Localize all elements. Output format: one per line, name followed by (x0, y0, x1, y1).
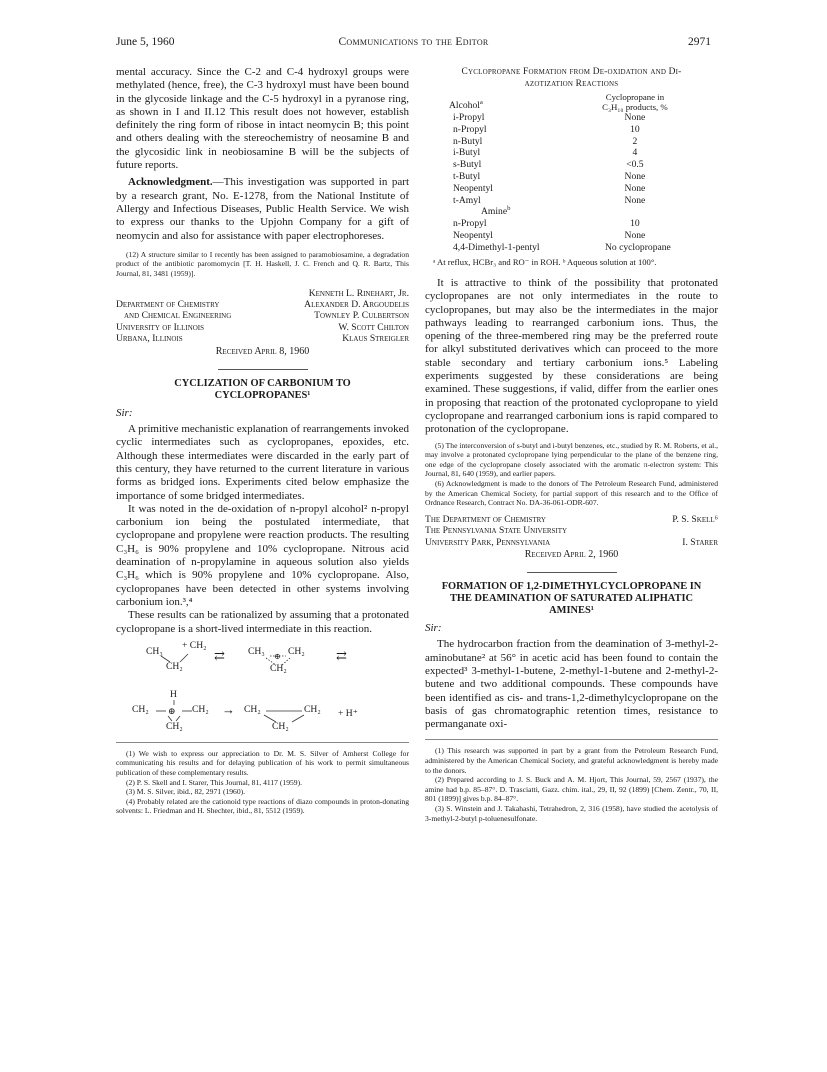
running-header (116, 36, 711, 52)
row-label: 4,4-Dimethyl-1-pentyl (453, 241, 540, 253)
affiliation-line: and Chemical Engineering (124, 310, 232, 322)
row-label: n-Propyl (453, 123, 487, 135)
row-value: <0.5 (626, 159, 644, 171)
footnote-2: (2) P. S. Skell and I. Starer, This Journal, 81, 4117 (1959). (126, 777, 303, 787)
row-label: i-Propyl (453, 112, 485, 123)
footnote-6: (6) Acknowledgment is made to the donors of The Petroleum Research Fund, administered by the American Chemical Society, for partial support of this research and to the Office of Ordnance Research, Contract No. DA-36-061-ODR-607. (425, 478, 718, 508)
footnote-b2: (2) Prepared according to J. S. Buck and A. M. Hjort, This Journal, 59, 2567 (1937), the amine had b.p. 85–87°. D. Trasciatti, Gazz. chim. ital., 29, II, 92 (1899) [Chem. Zentr., 70, II, 801 (1899)] gives b.p. 84–87°. (425, 775, 718, 804)
column-header (599, 92, 671, 112)
row-label: Neopentyl (453, 229, 493, 241)
author-name: I. Starer (682, 536, 718, 548)
author-block (425, 514, 718, 561)
intro-paragraph: mental accuracy. Since the C-2 and C-4 hydroxyl groups were methylated (hence, free), the C-3 hydroxyl must have been bound in the glycoside linkage and the C-5 hydroxyl in a pyranose ring, as shown in I and II.12 This result does not however, establish definitely the ring form of ribose in intact neomycin B; this point and others dealing with the stereochemistry of neosamine B and the glycosidic link in neobiosamine B will be the subjects of future reports. (116, 66, 409, 172)
row-label: i-Butyl (453, 147, 481, 159)
author-name: P. S. Skell⁶ (672, 513, 718, 525)
acknowledgment-text: —This investigation was supported in part by a research grant, No. E-1278, from the National Institute of Allergy and Infectious Diseases, Public Health Service. We wish to express our thanks to the Upjohn Company for a gift of neomycin and also for assistance with paper electrophoreses. (116, 176, 409, 242)
article-title-line: CYCLIZATION OF CARBONIUM TO (174, 378, 351, 390)
article-title-line: FORMATION OF 1,2-DIMETHYLCYCLOPROPANE IN (441, 581, 702, 593)
column-header: Alcohol (449, 100, 480, 112)
table-row (445, 242, 671, 254)
chem-group: + CH₂ (182, 639, 207, 651)
table-title-line: azotization Reactions (524, 79, 619, 89)
received-date: Received April 2, 1960 (524, 548, 619, 560)
chem-group: CH₂ (304, 703, 321, 715)
author-block (116, 288, 409, 357)
article-title-line: CYCLOPROPANES¹ (214, 390, 311, 402)
article-title (425, 581, 718, 617)
right-column (425, 66, 718, 823)
row-value: 10 (630, 123, 640, 135)
article-divider (218, 369, 308, 370)
body-paragraph: It was noted in the de-oxidation of n-propyl alcohol² n-propyl carbonium ion being the postulated intermediate, that cyclopropane and propylene were reaction products. The resulting C₃H₆ is 90% propylene and 10% cyclopropane. Nitrous acid deamination of n-propylamine in aqueous solution also yields C₃H₆ which is 90% propylene and 10% cyclopropane. Also, cyclopropanes have been detected in other systems involving carbonium ion.³,⁴ (116, 502, 409, 608)
footnote-divider (425, 739, 718, 740)
table-row (445, 230, 671, 242)
amine-header-row (445, 206, 671, 218)
table-row (445, 218, 671, 230)
amine-header-label: Amine (481, 206, 508, 218)
author-name: W. Scott Chilton (338, 321, 409, 333)
amine-rows (445, 218, 671, 253)
table-row (445, 159, 671, 171)
row-value: None (624, 182, 646, 194)
table-row (445, 147, 671, 159)
table-row (445, 136, 671, 148)
table-row (445, 195, 671, 207)
article-divider (527, 572, 617, 573)
charge-symbol: ⊕ (274, 651, 281, 661)
affiliation-line: Urbana, Illinois (116, 333, 183, 345)
chem-group: + H⁺ (338, 707, 358, 719)
table-title-line: Cyclopropane Formation from De-oxidation and Di- (461, 67, 682, 77)
row-label: s-Butyl (453, 159, 482, 171)
issue-date: June 5, 1960 (116, 36, 175, 48)
body-paragraph: These results can be rationalized by assuming that a protonated cyclopropane is a short-lived intermediate in this reaction. (116, 609, 409, 635)
chem-group: CH₂ (192, 703, 209, 715)
chem-group: CH₃ (248, 645, 265, 657)
charge-symbol: ⊕ (168, 705, 176, 716)
salutation: Sir: (425, 622, 442, 635)
reaction-arrow: → (222, 701, 235, 717)
author-name: Klaus Streigler (342, 333, 409, 345)
affiliation-line: University of Illinois (116, 321, 205, 333)
chem-group: CH₂ (244, 703, 261, 715)
row-value: None (624, 170, 646, 182)
row-label: t-Butyl (453, 170, 481, 182)
table-row (445, 124, 671, 136)
chem-group: CH₂ (288, 645, 305, 657)
table-title (425, 66, 718, 90)
table-header-row (445, 92, 671, 112)
row-value: 2 (632, 135, 638, 147)
chem-atom: H (170, 688, 177, 700)
row-value: None (624, 194, 646, 206)
left-column (116, 66, 409, 816)
row-value: 4 (632, 147, 638, 159)
salutation: Sir: (116, 407, 133, 420)
acknowledgment-paragraph (116, 176, 409, 242)
chem-group: CH₂ (270, 662, 287, 674)
article-title-line: THE DEAMINATION OF SATURATED ALIPHATIC (449, 593, 694, 605)
column-header-line: C₃H₁₀ products, % (602, 102, 668, 112)
author-name: Kenneth L. Rinehart, Jr. (308, 287, 409, 299)
received-date: Received April 8, 1960 (215, 345, 310, 357)
equilibrium-arrow: ⇄ (336, 647, 347, 663)
footnote-b3: (3) S. Winstein and J. Takahashi, Tetrahedron, 2, 316 (1958), have studied the acetolysis of 3-methyl-2-butyl p-toluenesulfonate. (425, 803, 718, 823)
table-row (445, 112, 671, 124)
section-title: Communications to the Editor (338, 36, 489, 48)
footnote-1: (1) We wish to express our appreciation to Dr. M. S. Silver of Amherst College for communicating his results and for delaying publication of his work to permit simultaneous publication of these complementary results. (116, 748, 409, 778)
chem-group: CH₂ (166, 720, 183, 732)
row-value: None (624, 112, 646, 123)
footnote-5: (5) The interconversion of s-butyl and i-butyl benzenes, etc., studied by R. M. Roberts, et al., may involve a protonated cyclopropane lying perpendicular to the plane of the benzene ring, one edge of the cyclopropane closely associated with the aromatic π-electron system: This Journal, 81, 640 (1959), and earlier papers. (425, 440, 718, 479)
chem-group: CH₂ (132, 703, 149, 715)
row-value: None (624, 229, 646, 241)
affiliation-line: The Department of Chemistry (425, 513, 546, 525)
footnote-3: (3) M. S. Silver, ibid., 82, 2971 (1960). (126, 787, 246, 797)
author-name: Townley P. Culbertson (314, 310, 409, 322)
row-label: t-Amyl (453, 194, 481, 206)
chem-group: CH₂ (166, 660, 183, 672)
column-header-line: Cyclopropane in (605, 92, 665, 102)
footnote-marker: b (507, 205, 511, 213)
row-label: Neopentyl (453, 182, 493, 194)
table-row (445, 171, 671, 183)
affiliation-line: Department of Chemistry (116, 299, 220, 311)
author-name: Alexander D. Argoudelis (304, 299, 409, 311)
row-label: n-Propyl (453, 218, 487, 230)
footnote-b1: (1) This research was supported in part by a grant from the Petroleum Research Fund, administered by the American Chemical Society, and grateful acknowledgment is hereby made to the donors. (425, 746, 718, 775)
page-number: 2971 (688, 36, 711, 48)
body-paragraph: The hydrocarbon fraction from the deamination of 3-methyl-2-aminobutane² at 56° in acetic acid has been found to contain the expected³ 3-methyl-1-butene, 2-methyl-1-butene and 2-methyl-2-butene and two additional compounds. These compounds have been identified as cis- and trans-1,2-dimethylcyclopropane on the basis of gas chromatographic retention times, resistance to permanganate oxi- (425, 638, 718, 731)
affiliation-line: University Park, Pennsylvania (425, 536, 551, 548)
affiliation-line: The Pennsylvania State University (425, 525, 568, 537)
cyclopropane-table (445, 92, 671, 254)
table-row (445, 183, 671, 195)
table-footnote: ᵃ At reflux, HCBr₃ and RO⁻ in ROH. ᵇ Aqueous solution at 100°. (433, 256, 657, 267)
row-value: 10 (630, 218, 640, 230)
row-label: n-Butyl (453, 135, 483, 147)
footnote-4: (4) Probably related are the cationoid type reactions of diazo compounds in proton-donating solvents: L. Friedman and H. Shechter, ibid., 81, 5512 (1959). (116, 796, 409, 816)
body-paragraph: A primitive mechanistic explanation of rearrangements invoked cyclic intermediates such as cyclopropanes, epoxides, etc. Although these intermediates were discarded in the early part of this century, they have returned to the current literature in various forms as bridged ions. Experiments cited below emphasize the importance of some bridged intermediates. (116, 423, 409, 502)
article-title (116, 378, 409, 402)
chem-group: CH₂ (272, 720, 289, 732)
row-value: No cyclopropane (605, 241, 671, 253)
footnote-12: (12) A structure similar to I recently has been assigned to paramobiosamine, a degradation product of the antibiotic paromomycin [T. H. Haskell, J. C. French and Q. R. Bartz, This Journal, 81, 3481 (1959)]. (116, 249, 409, 279)
acknowledgment-heading: Acknowledgment. (128, 176, 213, 189)
article-title-line: AMINES¹ (549, 605, 594, 617)
footnote-marker: a (479, 99, 483, 107)
chem-group: CH₃ (146, 645, 163, 657)
amine-header (445, 206, 599, 218)
reaction-scheme (116, 636, 409, 740)
body-paragraph: It is attractive to think of the possibility that protonated cyclopropanes are not only intermediates in the route to cyclopropanes, but may also be the intermediates in the major pathways leading to rearranged carbonium ions. Thus, the opening of the three-membered ring may be the preferred route for alkyl substituted derivatives which can proceed to the more stable secondary and tertiary carbonium ions.⁵ Labeling experiments suggested by these considerations are being examined. These suggestions, if valid, differ from the earlier ones in proposing that reaction of the protonated cyclopropane to yield cyclopropane and rearranged carbonium ions is rapid compared to protonation of the cyclopropane. (425, 276, 718, 436)
footnote-divider (116, 742, 409, 743)
equilibrium-arrow: ⇄ (214, 647, 225, 663)
alcohol-rows (445, 112, 671, 206)
